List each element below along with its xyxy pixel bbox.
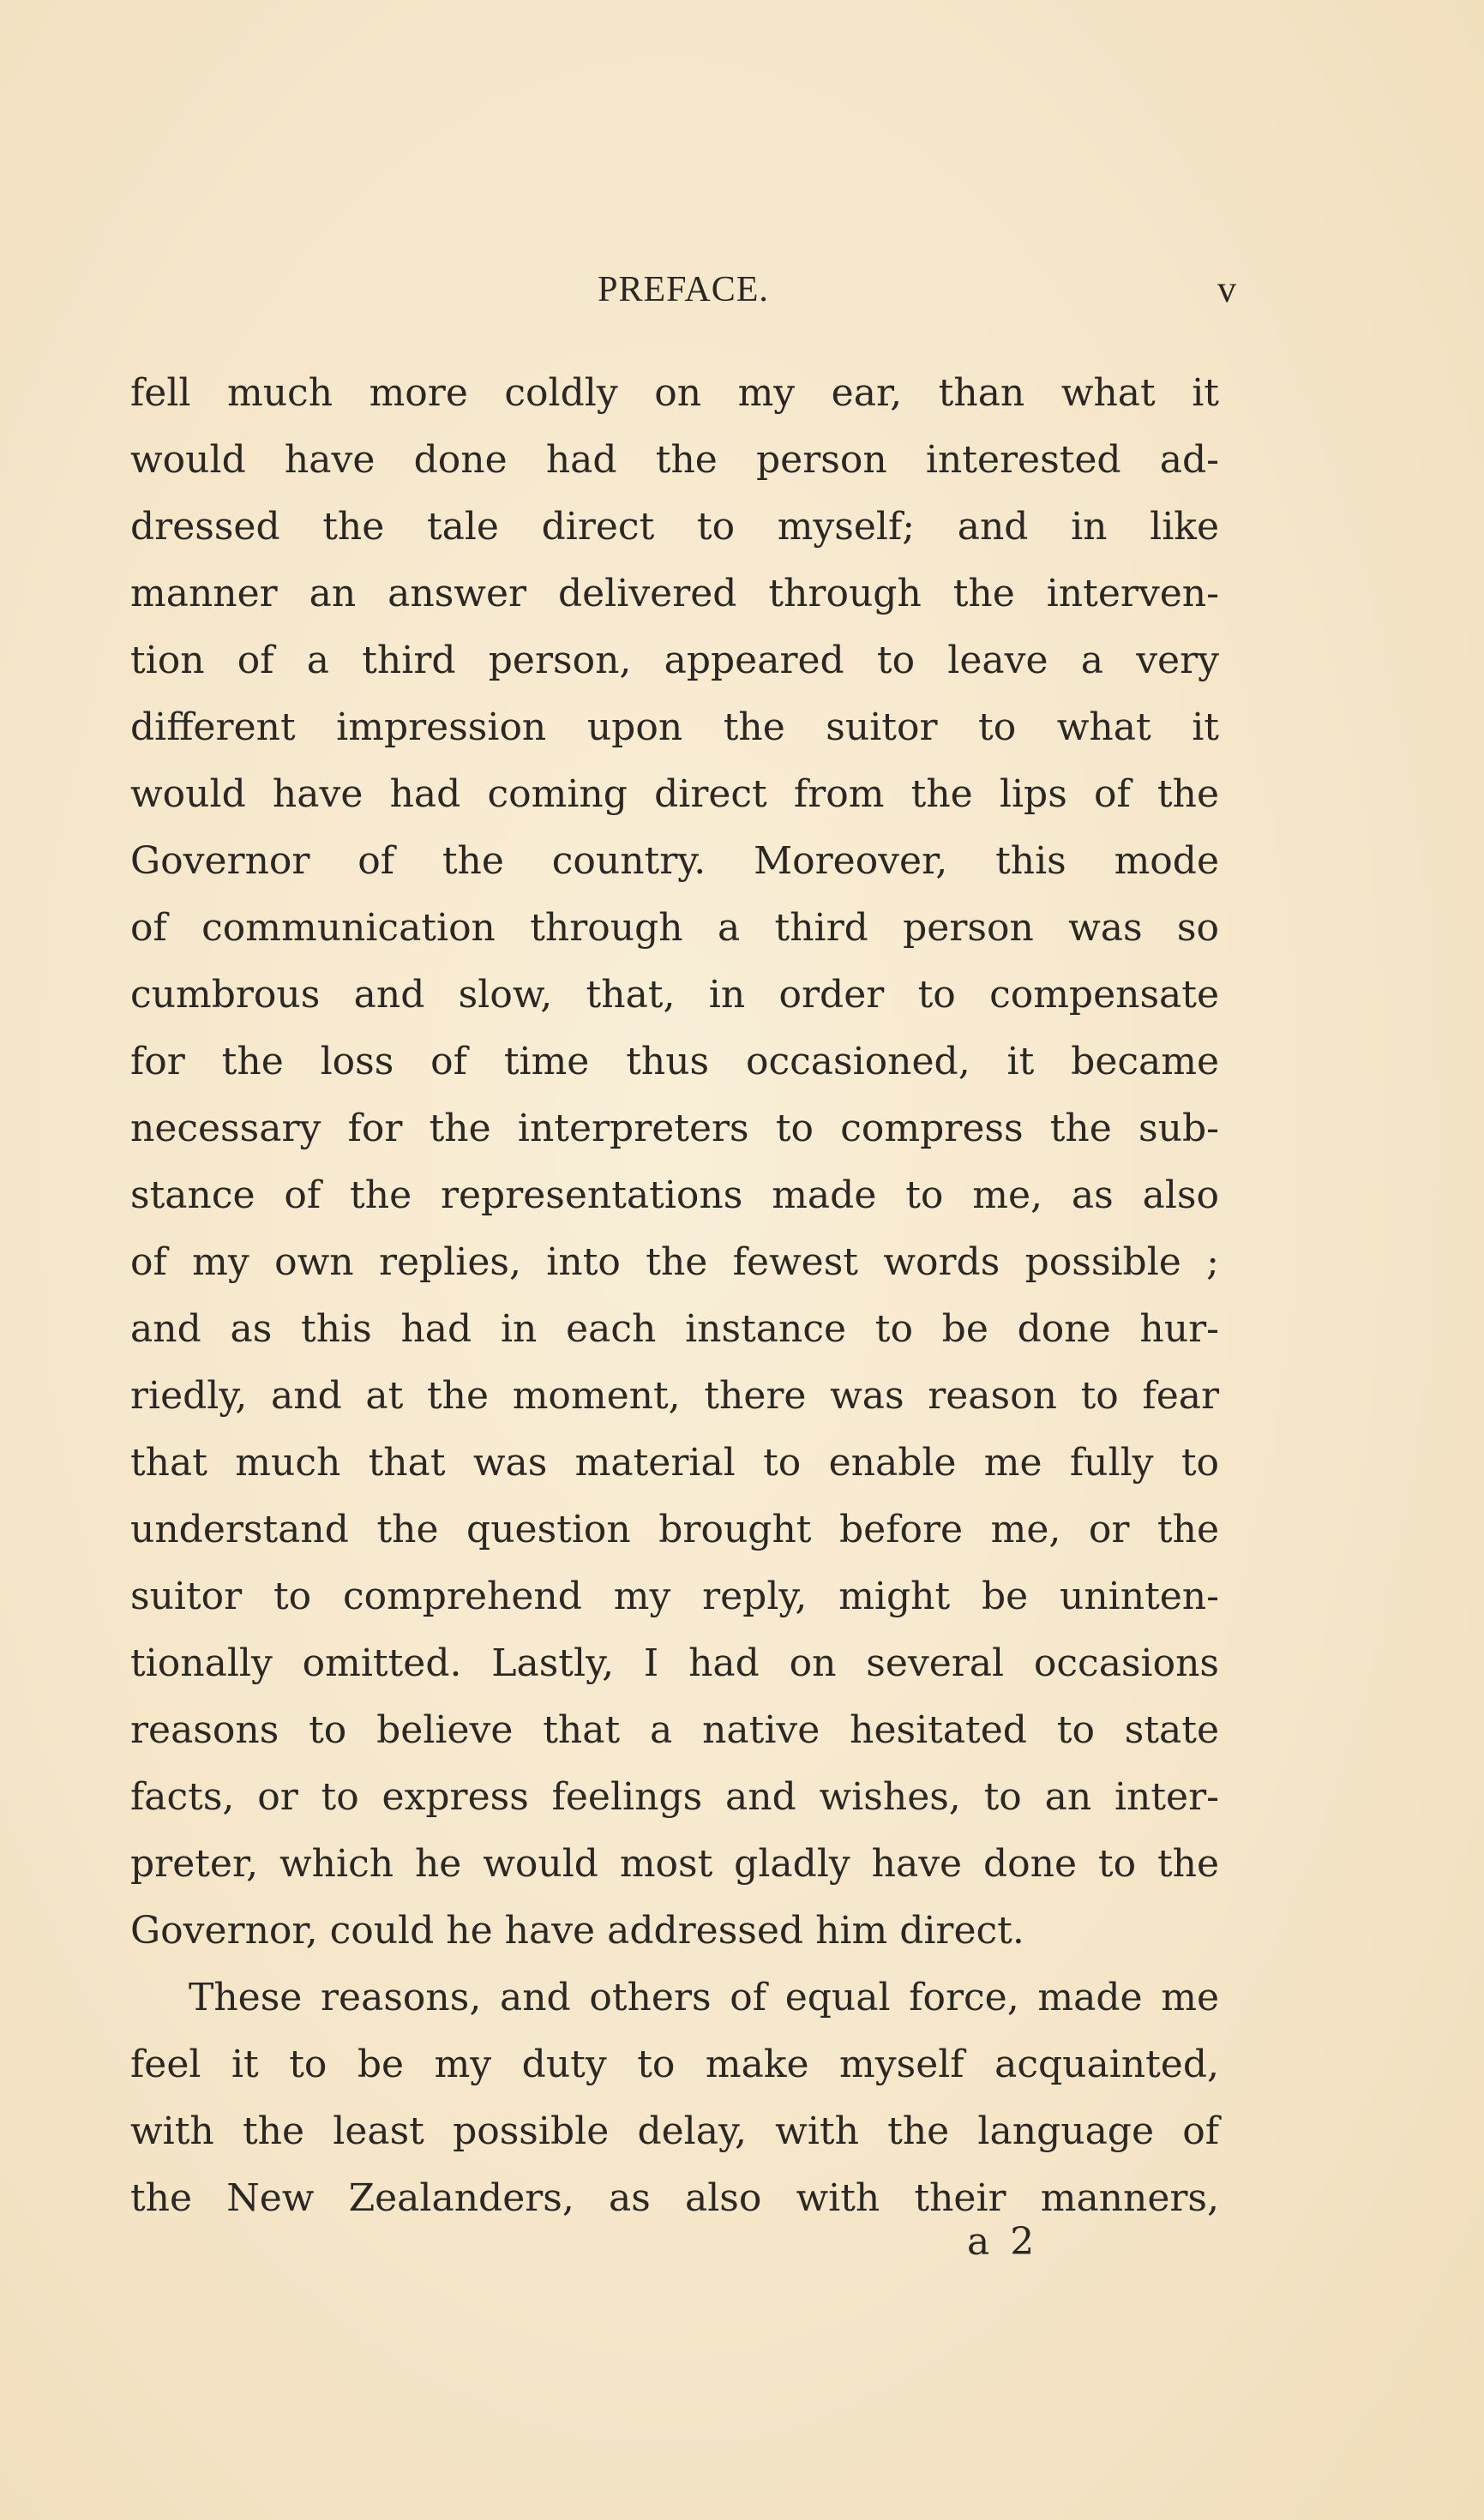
text-line: stance of the representations made to me, as also — [130, 1173, 1219, 1217]
text-line: Governor of the country. Moreover, this mode — [130, 839, 1219, 883]
text-line: tion of a third person, appeared to leave a very — [130, 639, 1219, 682]
text-line: understand the question brought before me, or the — [130, 1508, 1219, 1551]
text-line: necessary for the interpreters to compress the sub- — [130, 1107, 1219, 1150]
text-line: facts, or to express feelings and wishes, to an inter- — [130, 1775, 1219, 1819]
signature-mark: a 2 — [967, 2220, 1035, 2264]
running-head — [130, 264, 1236, 315]
text-line: of my own replies, into the fewest words possible ; — [130, 1240, 1219, 1284]
text-line: fell much more coldly on my ear, than what it — [130, 371, 1219, 415]
text-line: feel it to be my duty to make myself acquainted, — [130, 2043, 1219, 2086]
text-line: that much that was material to enable me fully to — [130, 1441, 1219, 1485]
text-line: manner an answer delivered through the interven- — [130, 572, 1219, 615]
text-line: reasons to believe that a native hesitated to state — [130, 1708, 1219, 1752]
text-line: and as this had in each instance to be done hur- — [130, 1307, 1219, 1351]
text-line: suitor to comprehend my reply, might be uninten- — [130, 1575, 1219, 1618]
body-text — [130, 360, 1219, 2232]
text-line: different impression upon the suitor to what it — [130, 705, 1219, 749]
text-line: riedly, and at the moment, there was reason to fear — [130, 1374, 1219, 1418]
text-line: the New Zealanders, as also with their manners, — [130, 2176, 1219, 2220]
text-line: of communication through a third person was so — [130, 906, 1219, 950]
text-line: would have had coming direct from the lips of the — [130, 772, 1219, 816]
text-line: with the least possible delay, with the language of — [130, 2109, 1219, 2153]
text-line: These reasons, and others of equal force, made me — [189, 1976, 1219, 2019]
text-line: for the loss of time thus occasioned, it became — [130, 1040, 1219, 1083]
running-title: PREFACE. — [598, 270, 769, 309]
text-line: preter, which he would most gladly have done to the — [130, 1842, 1219, 1886]
text-line: Governor, could he have addressed him direct. — [130, 1909, 1024, 1953]
text-line: cumbrous and slow, that, in order to compensate — [130, 973, 1219, 1017]
text-line: would have done had the person interested ad- — [130, 438, 1219, 482]
text-line: tionally omitted. Lastly, I had on several occasions — [130, 1641, 1219, 1685]
page-number: v — [1217, 268, 1236, 310]
text-line: dressed the tale direct to myself; and in like — [130, 505, 1219, 549]
